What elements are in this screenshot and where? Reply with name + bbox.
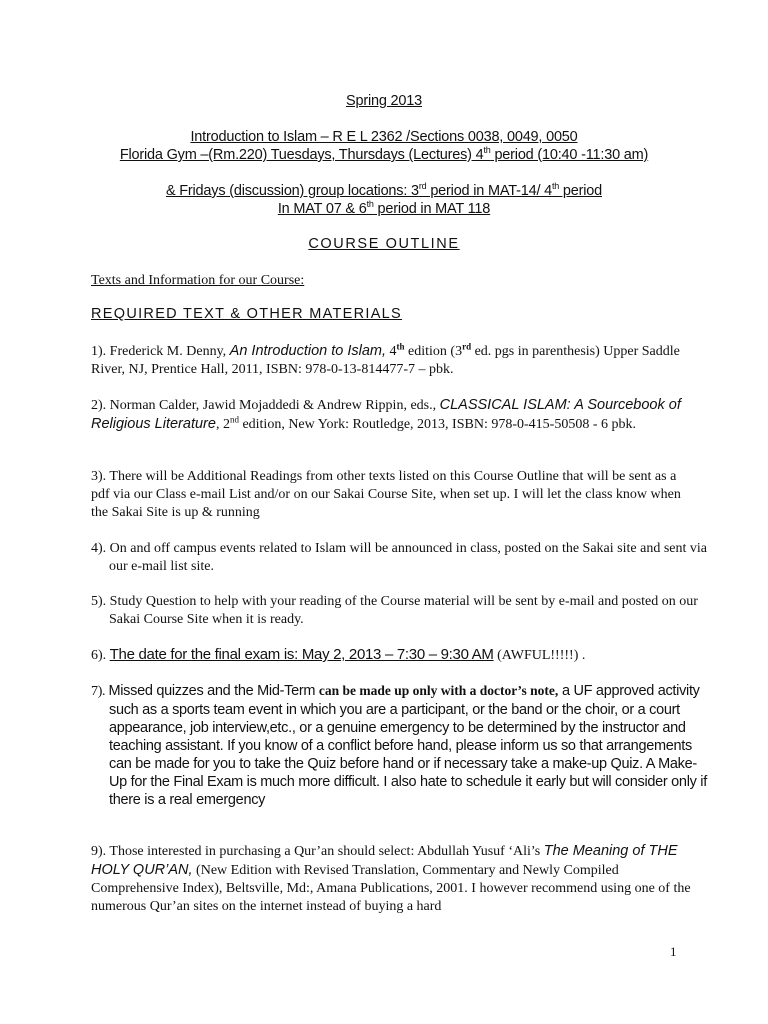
item-2-calder: 2). Norman Calder, Jawid Mojaddedi & Andrew Rippin, eds., CLASSICAL ISLAM: A Sourcebook of Religious Literature, 2nd edition, New York: Routledge, 2013, ISBN: 978-0-415-50508 - 6 pbk.: [91, 397, 681, 432]
discussion-schedule-line-2: In MAT 07 & 6th period in MAT 118: [277, 199, 491, 217]
term-heading: Spring 2013: [346, 93, 422, 109]
discussion-schedule-line: & Fridays (discussion) group locations: 3rd period in MAT-14/ 4th period: [165, 181, 603, 199]
lecture-schedule-line: Florida Gym –(Rm.220) Tuesdays, Thursdays (Lectures) 4th period (10:40 -11:30 am): [119, 145, 649, 163]
item-5-study-questions: 5). Study Question to help with your reading of the Course material will be sent by e-mail and posted on our Sakai Course Site when it is ready.: [91, 594, 698, 627]
item-7-missed-quizzes: 7). Missed quizzes and the Mid-Term can be made up only with a doctor’s note, a UF approved activity such as a sports team event in which you are a participant, or the band or the choir, or a court appearance, job interview,etc., or a genuine emergency to be determined by the instructor and teaching assistant. If you know of a conflict before hand, please inform us so that arrangements can be made for you to take the Quiz before hand or if necessary take a make-up Quiz. A Make-Up for the Final Exam is much more difficult. I also hate to schedule it early but will consider only if there is a real emergency: [91, 683, 707, 808]
course-title-line: Introduction to Islam – R E L 2362 /Sections 0038, 0049, 0050: [190, 129, 578, 145]
item-6-final-exam: 6). The date for the final exam is: May 2, 2013 – 7:30 – 9:30 AM (AWFUL!!!!!) .: [91, 646, 586, 663]
item-9-quran: 9). Those interested in purchasing a Qur’an should select: Abdullah Yusuf ‘Ali’s The Meaning of THE HOLY QUR’AN, (New Edition with Revised Translation, Commentary and Newly Compiled Comprehensive Index), Beltsville, Md:, Amana Publications, 2001. I however recommend using one of the numerous Qur’an sites on the internet instead of buying a hard: [91, 843, 691, 914]
required-materials-heading: REQUIRED TEXT & OTHER MATERIALS: [91, 306, 403, 322]
item-4-events: 4). On and off campus events related to Islam will be announced in class, posted on the Sakai site and sent via our e-mail list site.: [91, 541, 707, 574]
item-3-additional-readings: 3). There will be Additional Readings from other texts listed on this Course Outline that will be sent as a pdf via our Class e-mail List and/or on our Sakai Course Site, when set up. I will let the class know when the Sakai Site is up & running: [91, 469, 681, 520]
item-1-denny: 1). Frederick M. Denny, An Introduction to Islam, 4th edition (3rd ed. pgs in parenthesis) Upper Saddle River, NJ, Prentice Hall, 2011, ISBN: 978-0-13-814477-7 – pbk.: [91, 341, 680, 377]
texts-info-label: Texts and Information for our Course:: [91, 273, 305, 288]
page-number: 1: [670, 944, 677, 959]
course-outline-title: COURSE OUTLINE: [308, 236, 460, 252]
